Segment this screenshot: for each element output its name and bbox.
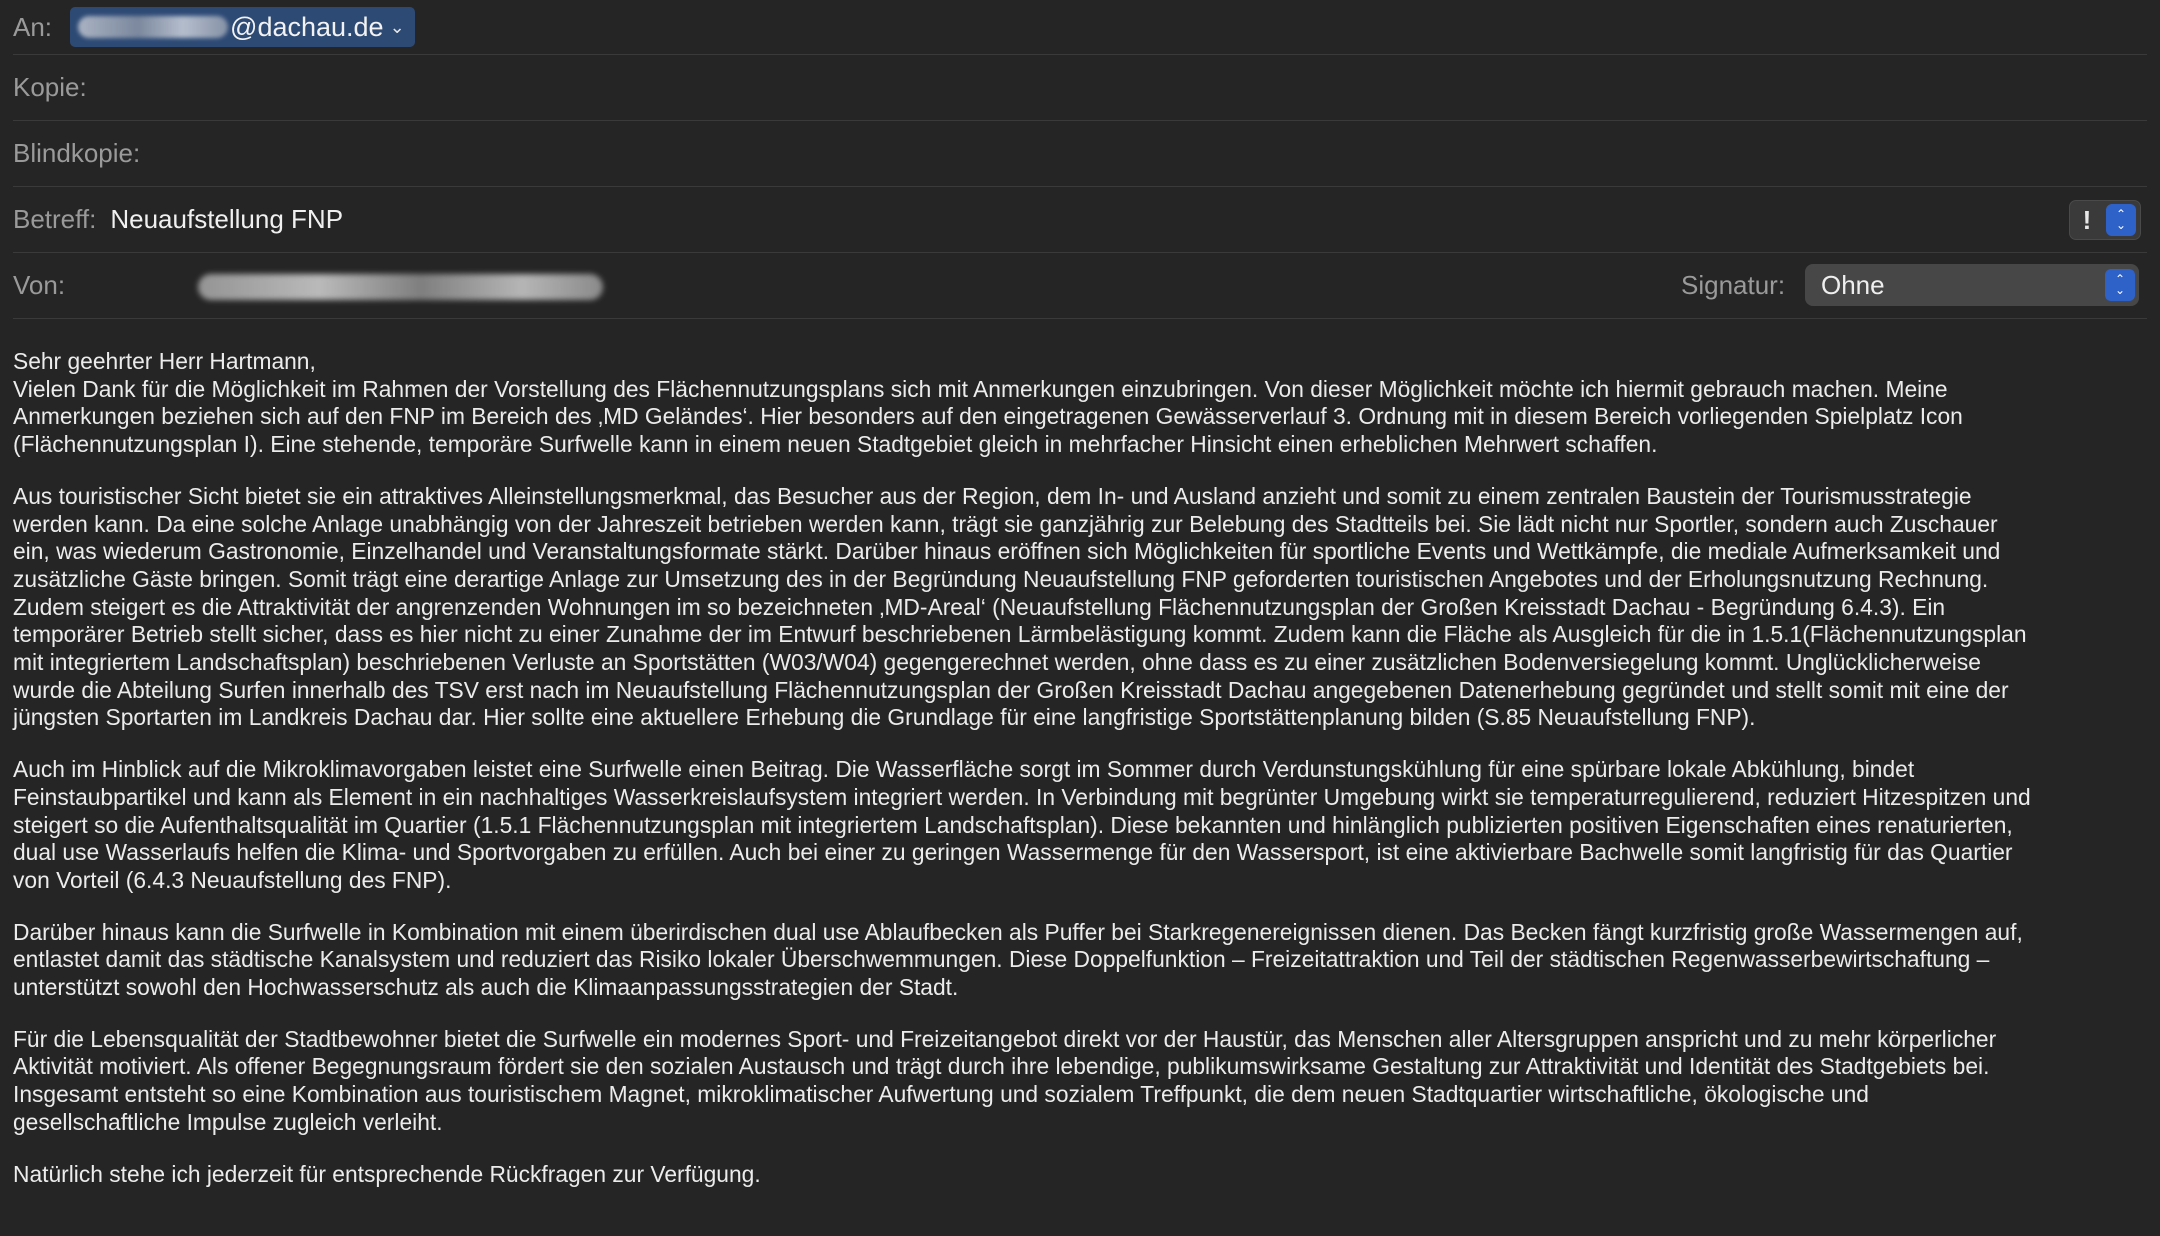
subject-row [13,186,2147,253]
to-label: An: [13,11,53,42]
bcc-label: Blindkopie: [13,137,141,168]
paragraph: Natürlich stehe ich jederzeit für entsprechende Rückfragen zur Verfügung. [13,1160,761,1187]
message-body[interactable] [13,348,2143,1212]
subject-input[interactable]: Neuaufstellung FNP [110,203,344,234]
bcc-row[interactable] [13,120,2147,187]
cc-label: Kopie: [13,71,87,102]
paragraph: Vielen Dank für die Möglichkeit im Rahmen der Vorstellung des Flächennutzungsplans sich mit Anmerkungen einzubringen. Von dieser Möglichkeit möchte ich hiermit gebrauch machen. Meine Anmerkungen beziehen sich auf den FNP im Bereich des ‚MD Geländes‘. Hier besonders auf den eingetragenen Gewässerverlauf 3. Ordnung mit in diesem Bereich vorliegenden Spielplatz Icon (Flächennutzungsplan I). Eine stehende, temporäre Surfwelle kann in einem neuen Stadtgebiet gleich in mehrfacher Hinsicht einen erheblichen Mehrwert schaffen. [13,375,1963,458]
to-row [13,0,2147,55]
subject-label: Betreff: [13,203,97,234]
signature-value: Ohne [1821,269,1885,300]
stepper-icon: ⌃ ⌄ [2106,204,2136,236]
redacted-sender[interactable] [198,274,603,300]
paragraph: Für die Lebensqualität der Stadtbewohner bietet die Surfwelle ein modernes Sport- und Freizeitangebot direkt vor der Haustür, das Menschen aller Altersgruppen anspricht und zu mehr körperlicher Aktivität motiviert. Als offener Begegnungsraum fördert sie den sozialen Austausch und trägt durch ihre lebendige, publikumswirksame Gestaltung zur Attraktivität und Identität des Stadtgebiets bei. Insgesamt entsteht so eine Kombination aus touristischem Magnet, mikroklimatischer Aufwertung und sozialem Treffpunkt, die dem neuen Stadtquartier wirtschaftliche, ökologische und gesellschaftliche Impulse zugleich verleiht. [13,1025,1997,1135]
priority-select[interactable] [2069,200,2141,240]
signature-select[interactable] [1805,264,2139,306]
redacted-address-part [78,16,228,38]
from-label: Von: [13,269,66,300]
signature-label: Signatur: [1681,270,1786,300]
paragraph: Aus touristischer Sicht bietet sie ein attraktives Alleinstellungsmerkmal, das Besucher aus der Region, dem In- und Ausland anzieht und somit zu einem zentralen Baustein der Tourismusstrategie werden kann. Da eine solche Anlage unabhängig von der Jahreszeit betrieben werden kann, trägt sie ganzjährig zur Belebung des Stadtteils bei. Sie lädt nicht nur Sportler, sondern auch Zuschauer ein, was wiederum Gastronomie, Einzelhandel und Veranstaltungsformate stärkt. Darüber hinaus eröffnen sich Möglichkeiten für sportliche Events und Wettkämpfe, die mediale Aufmerksamkeit und zusätzliche Gäste bringen. Somit trägt eine derartige Anlage zur Umsetzung des in der Begründung Neuaufstellung FNP geforderten touristischen Angebotes und der Erholungsnutzung Rechnung. Zudem steigert es die Attraktivität der angrenzenden Wohnungen im so bezeichneten ‚MD-Areal‘ (Neuaufstellung Flächennutzungsplan der Großen Kreisstadt Dachau - Begründung 6.4.3). Ein temporärer Betrieb stellt sicher, dass es hier nicht zu einer Zunahme der im Entwurf beschriebenen Lärmbelästigung kommt. Zudem kann die Fläche als Ausgleich für die in 1.5.1(Flächennutzungsplan mit integriertem Landschaftsplan) beschriebenen Verluste an Sportstätten (W03/W04) gegengerechnet werden, ohne dass es zu einer zusätzlichen Bodenversiegelung kommt. Unglücklicherweise wurde die Abteilung Surfen innerhalb des TSV erst nach im Neuaufstellung Flächennutzungsplan der Großen Kreisstadt Dachau angegebenen Datenerhebung gegründet und stellt somit mit eine der jüngsten Sportarten im Landkreis Dachau dar. Hier sollte eine aktuellere Erhebung die Grundlage für eine langfristige Sportstättenplanung bilden (S.85 Neuaufstellung FNP). [13,482,2027,731]
priority-icon: ! [2082,204,2092,235]
stepper-icon: ⌃ ⌄ [2105,269,2135,301]
paragraph: Darüber hinaus kann die Surfwelle in Kombination mit einem überirdischen dual use Ablaufbecken als Puffer bei Starkregenereignissen dienen. Das Becken fängt kurzfristig große Wassermengen auf, entlastet damit das städtische Kanalsystem und reduziert das Risiko lokaler Überschwemmungen. Diese Doppelfunktion – Freizeitattraktion und Teil der städtischen Regenwasserbewirtschaftung – unterstützt sowohl den Hochwasserschutz als auch die Klimaanpassungsstrategien der Stadt. [13,918,2023,1001]
chevron-down-icon[interactable]: ⌄ [389,16,405,37]
cc-row[interactable] [13,54,2147,121]
from-row [13,252,2147,319]
greeting: Sehr geehrter Herr Hartmann, [13,348,316,374]
paragraph: Auch im Hinblick auf die Mikroklimavorgaben leistet eine Surfwelle einen Beitrag. Die Wasserfläche sorgt im Sommer durch Verdunstungskühlung für eine spürbare lokale Abkühlung, bindet Feinstaubpartikel und kann als Element in ein nachhaltiges Wasserkreislaufsystem integriert werden. In Verbindung mit begrünter Umgebung wirkt sie temperaturregulierend, reduziert Hitzespitzen und steigert so die Aufenthaltsqualität im Quartier (1.5.1 Flächennutzungsplan mit integriertem Landschaftsplan). Diese bekannten und hinlänglich publizierten positiven Eigenschaften eines renaturierten, dual use Wasserlaufs helfen die Klima- und Sportvorgaben zu erfüllen. Auch bei einer zu geringen Wassermenge für den Wassersport, ist eine aktivierbare Bachwelle somit langfristig für das Quartier von Vorteil (6.4.3 Neuaufstellung des FNP). [13,756,2031,893]
recipient-token[interactable] [70,7,415,47]
recipient-domain: @dachau.de [230,11,384,42]
